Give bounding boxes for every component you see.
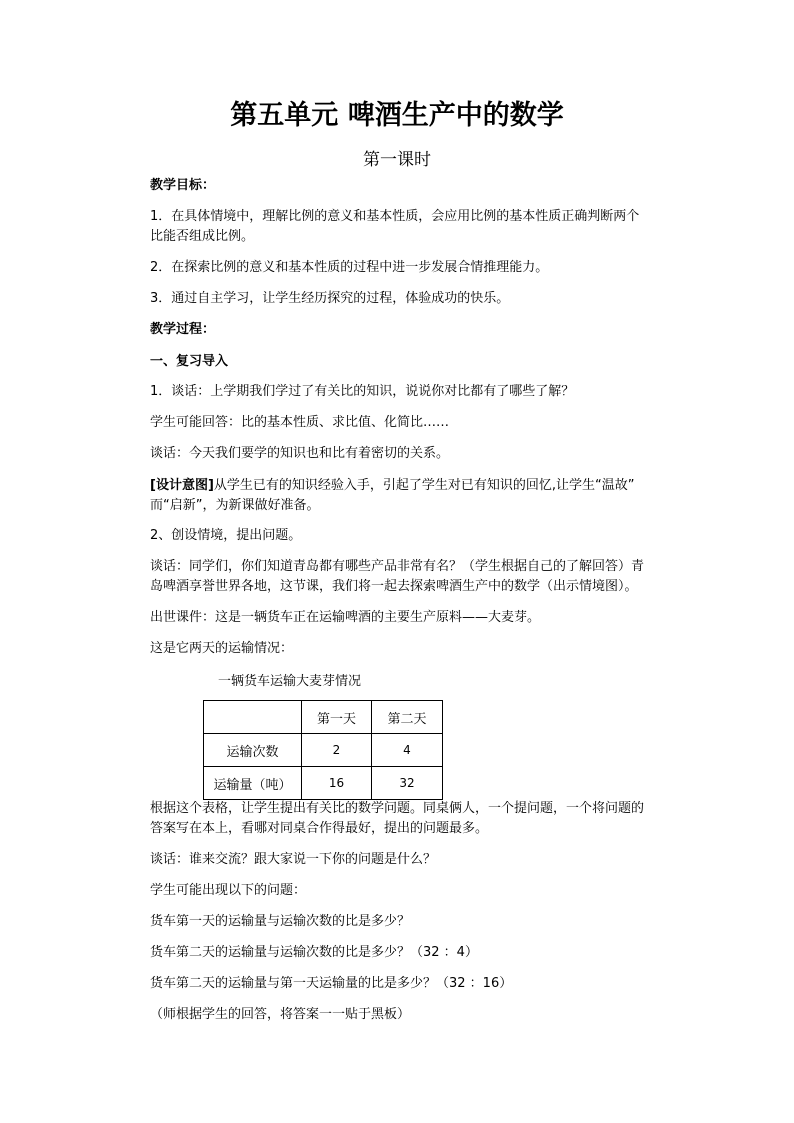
section-1-heading: 一、复习导入 <box>150 354 229 369</box>
paragraph-9: 谈话：谁来交流？跟大家说一下你的问题是什么？ <box>150 852 437 867</box>
table-header-cell <box>204 701 302 734</box>
paragraph-10: 学生可能出现以下的问题： <box>150 883 307 898</box>
table-cell: 2 <box>302 734 372 767</box>
goal-2: 2．在探索比例的意义和基本性质的过程中进一步发展合情推理能力。 <box>150 260 549 275</box>
design-intent-line-2: 而“启新”，为新课做好准备。 <box>150 498 320 513</box>
goal-1-line-2: 比能否组成比例。 <box>150 229 255 244</box>
paragraph-5-line-2: 岛啤酒享誉世界各地，这节课，我们将一起去探索啤酒生产中的数学（出示情境图）。 <box>150 579 638 594</box>
paragraph-11: 货车第一天的运输量与运输次数的比是多少？ <box>150 914 411 929</box>
lesson-subtitle: 第一课时 <box>363 150 431 170</box>
table-header-cell: 第一天 <box>302 701 372 734</box>
paragraph-6: 出世课件：这是一辆货车正在运输啤酒的主要生产原料——大麦芽。 <box>150 610 541 625</box>
table-caption: 一辆货车运输大麦芽情况 <box>218 674 362 689</box>
table-row <box>204 767 443 800</box>
table-row <box>204 734 443 767</box>
table-cell: 16 <box>302 767 372 800</box>
table-header-cell: 第二天 <box>372 701 443 734</box>
design-intent-line-1 <box>150 476 635 496</box>
table-cell: 4 <box>372 734 443 767</box>
paragraph-8-line-2: 答案写在本上，看哪对同桌合作得最好，提出的问题最多。 <box>150 821 489 836</box>
paragraph-8-line-1: 根据这个表格，让学生提出有关比的数学问题。同桌俩人，一个提问题，一个将问题的 <box>150 801 645 816</box>
design-intent-label: [设计意图] <box>150 478 214 493</box>
paragraph-13: 货车第二天的运输量与第一天运输量的比是多少？（32 ：16） <box>150 976 513 991</box>
paragraph-5-line-1: 谈话：同学们，你们知道青岛都有哪些产品非常有名？（学生根据自己的了解回答）青 <box>150 559 645 574</box>
table-cell: 32 <box>372 767 443 800</box>
transport-table <box>203 700 443 800</box>
table-header-row <box>204 701 443 734</box>
paragraph-4: 2、创设情境，提出问题。 <box>150 528 302 543</box>
design-intent-text: 从学生已有的知识经验入手，引起了学生对已有知识的回忆,让学生“温故” <box>213 478 635 493</box>
paragraph-14: （师根据学生的回答，将答案一一贴于黑板） <box>150 1007 411 1022</box>
paragraph-7: 这是它两天的运输情况： <box>150 641 294 656</box>
paragraph-12: 货车第二天的运输量与运输次数的比是多少？（32 ：4） <box>150 945 478 960</box>
paragraph-2: 学生可能回答：比的基本性质、求比值、化简比…… <box>150 415 450 430</box>
page-title: 第五单元 啤酒生产中的数学 <box>230 100 564 131</box>
paragraph-3: 谈话：今天我们要学的知识也和比有着密切的关系。 <box>150 446 450 461</box>
table-row-label: 运输量（吨） <box>204 767 302 800</box>
goal-1-line-1: 1．在具体情境中，理解比例的意义和基本性质，会应用比例的基本性质正确判断两个 <box>150 209 640 224</box>
goal-3: 3．通过自主学习，让学生经历探究的过程，体验成功的快乐。 <box>150 291 510 306</box>
paragraph-1: 1．谈话：上学期我们学过了有关比的知识，说说你对比都有了哪些了解？ <box>150 384 575 399</box>
process-heading: 教学过程： <box>150 322 216 337</box>
table-row-label: 运输次数 <box>204 734 302 767</box>
goals-heading: 教学目标： <box>150 178 216 193</box>
